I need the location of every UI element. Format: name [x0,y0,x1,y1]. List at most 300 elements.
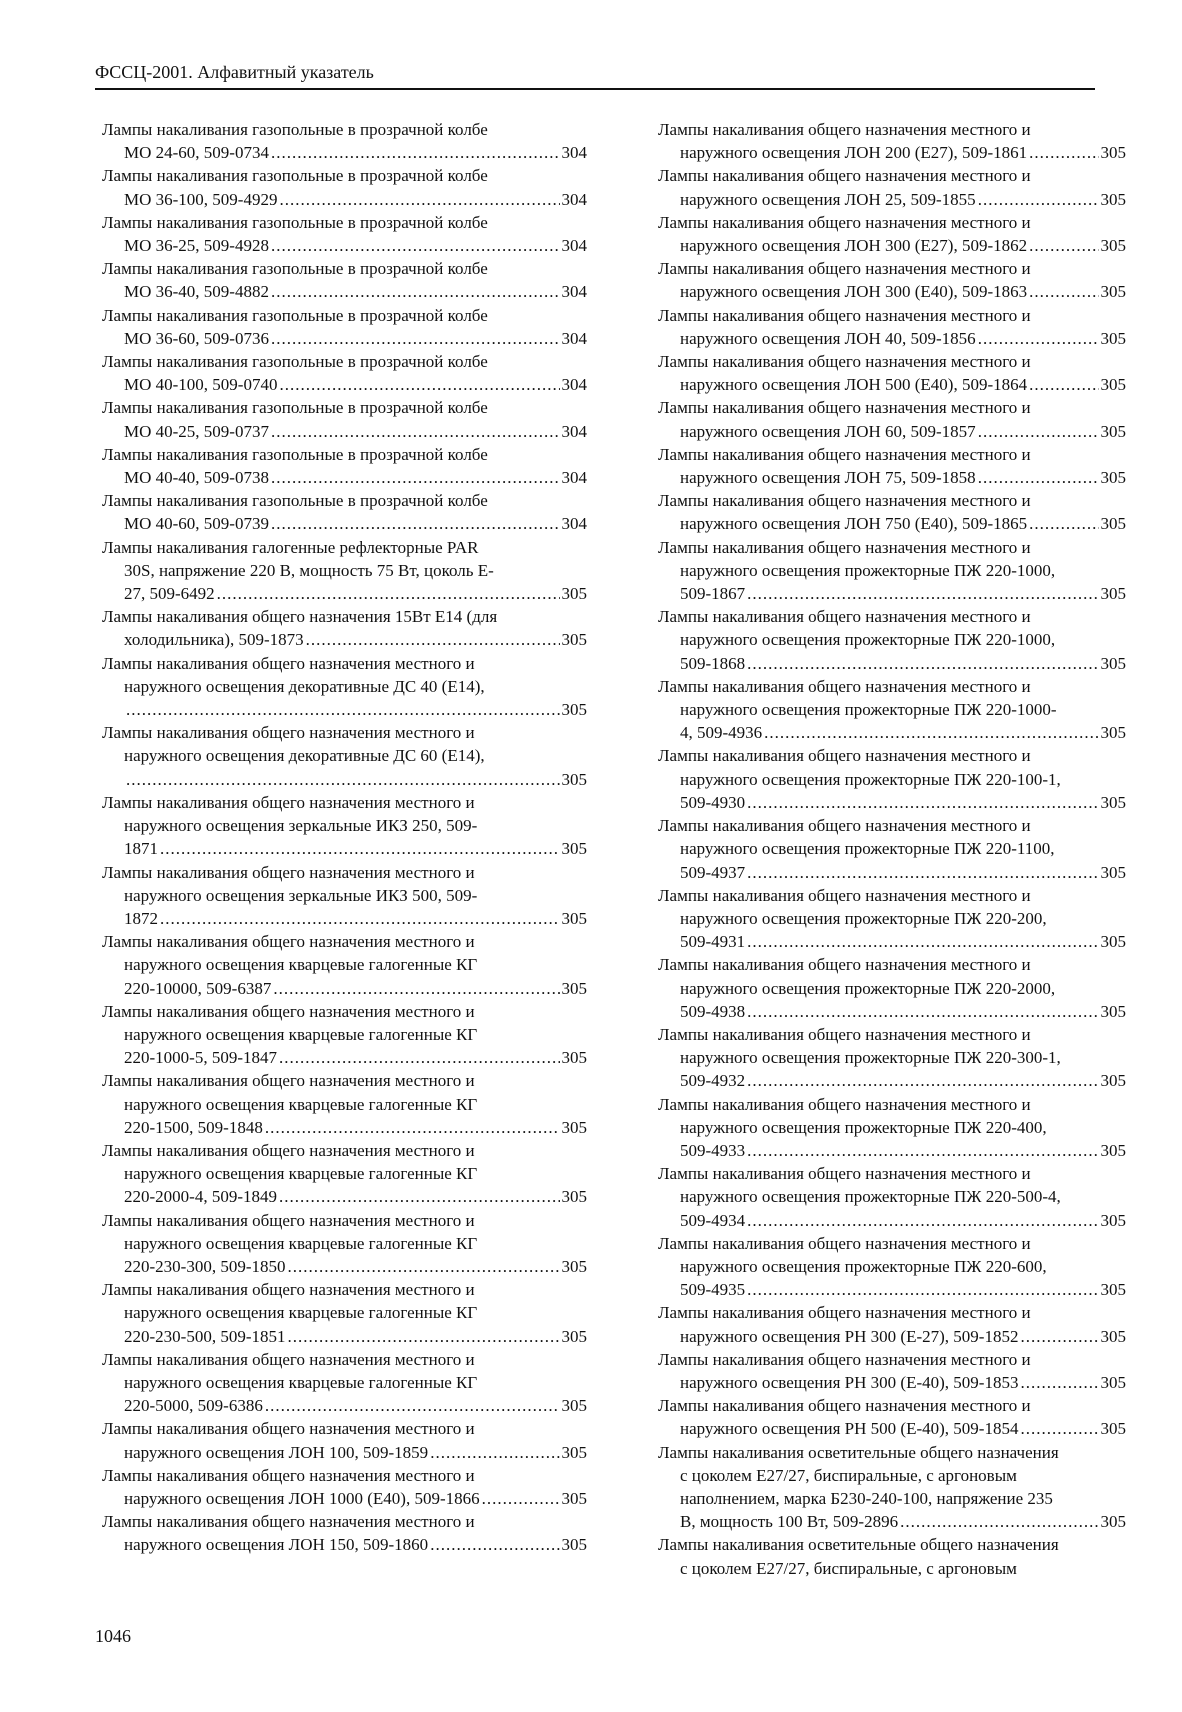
entry-page-ref: 305 [1100,1071,1126,1091]
entry-text-line: Лампы накаливания общего назначения местного и [658,1164,1031,1184]
entry-page-ref: 304 [561,375,587,395]
entry-page-ref: 305 [1100,584,1126,604]
entry-code: 509-4935 [680,1280,746,1300]
index-entry [658,536,1126,606]
entry-page-ref: 305 [561,1117,587,1137]
entry-code: наружного освещения ЛОН 40, 509-1856 [680,328,976,348]
index-entry [658,1533,1126,1579]
dot-leader [747,1069,1098,1092]
dot-leader [430,1441,559,1464]
entry-text-line: Лампы накаливания газопольные в прозрачной колбе [102,259,488,279]
index-entry [102,1000,587,1070]
entry-text-line: Лампы накаливания общего назначения местного и [102,1071,475,1091]
entry-page-ref: 305 [561,1326,587,1346]
entry-page-ref: 305 [561,769,587,789]
index-entry [102,1510,587,1556]
entry-page-ref: 305 [1100,1140,1126,1160]
entry-text-line: Лампы накаливания общего назначения местного и [102,653,475,673]
dot-leader [126,768,560,791]
dot-leader [978,466,1099,489]
entry-page-ref: 305 [1100,653,1126,673]
entry-text-line: Лампы накаливания общего назначения местного и [102,792,475,812]
index-entry [102,1278,587,1348]
entry-text-line: наружного освещения прожекторные ПЖ 220-2000, [680,978,1056,998]
entry-text-line: наружного освещения прожекторные ПЖ 220-1000, [680,560,1056,580]
entry-text-line: Лампы накаливания газопольные в прозрачной колбе [102,398,488,418]
entry-code: 1871 [124,839,158,859]
dot-leader [747,1000,1098,1023]
index-entry [658,1093,1126,1163]
entry-leader-line [658,1139,1126,1162]
entry-code: 27, 509-6492 [124,584,215,604]
entry-page-ref: 304 [561,189,587,209]
entry-text-line: Лампы накаливания общего назначения местного и [658,1094,1031,1114]
entry-leader-line [102,1394,587,1417]
dot-leader [978,188,1099,211]
entry-text-line: Лампы накаливания общего назначения местного и [102,862,475,882]
entry-leader-line [658,1000,1126,1023]
entry-text-line: Лампы накаливания общего назначения местного и [658,955,1031,975]
entry-leader-line [102,1487,587,1510]
entry-leader-line [658,1510,1126,1533]
entry-leader-line [102,466,587,489]
entry-leader-line [102,1116,587,1139]
entry-page-ref: 305 [1100,1001,1126,1021]
entry-page-ref: 304 [561,328,587,348]
entry-page-ref: 304 [561,143,587,163]
entry-code: наружного освещения ЛОН 60, 509-1857 [680,421,976,441]
entry-text-line: Лампы накаливания галогенные рефлекторные PAR [102,537,479,557]
entry-leader-line [658,1278,1126,1301]
entry-text-line: Лампы накаливания газопольные в прозрачной колбе [102,305,488,325]
index-entry [102,791,587,861]
entry-text-line: Лампы накаливания общего назначения местного и [658,816,1031,836]
entry-page-ref: 305 [1100,375,1126,395]
entry-page-ref: 305 [1100,143,1126,163]
entry-text-line: Лампы накаливания общего назначения местного и [102,1001,475,1021]
entry-code: 220-5000, 509-6386 [124,1396,263,1416]
index-entry [658,1348,1126,1394]
index-column-right [658,118,1126,1580]
entry-code: наружного освещения ЛОН 300 (Е40), 509-1863 [680,282,1028,302]
entry-text-line: Лампы накаливания общего назначения местного и [102,932,475,952]
entry-page-ref: 305 [1100,514,1126,534]
dot-leader [265,1394,560,1417]
index-entry [102,861,587,931]
entry-code: 1872 [124,908,158,928]
entry-text-line: наружного освещения прожекторные ПЖ 220-600, [680,1256,1047,1276]
entry-code: наружного освещения ЛОН 300 (Е27), 509-1862 [680,236,1028,256]
dot-leader [1029,234,1098,257]
entry-text-line: Лампы накаливания газопольные в прозрачной колбе [102,166,488,186]
index-entry [658,1441,1126,1534]
dot-leader [279,1185,560,1208]
entry-leader-line [658,1209,1126,1232]
entry-leader-line [102,512,587,535]
entry-leader-line [102,698,587,721]
entry-page-ref: 305 [1100,1280,1126,1300]
entry-leader-line [658,234,1126,257]
entry-page-ref: 305 [1100,932,1126,952]
entry-text-line: Лампы накаливания общего назначения местного и [658,1303,1031,1323]
dot-leader [1020,1371,1098,1394]
entry-leader-line [102,907,587,930]
entry-code: холодильника), 509-1873 [124,630,304,650]
dot-leader [1029,512,1098,535]
index-entry [658,605,1126,675]
entry-page-ref: 305 [1100,328,1126,348]
entry-page-ref: 305 [561,1488,587,1508]
entry-leader-line [102,327,587,350]
dot-leader [747,1139,1098,1162]
entry-code: наружного освещения РН 300 (Е-40), 509-1853 [680,1372,1019,1392]
entry-text-line: Лампы накаливания общего назначения местного и [658,444,1031,464]
entry-text-line: наполнением, марка Б230-240-100, напряжение 235 [680,1488,1053,1508]
entry-leader-line [658,188,1126,211]
entry-text-line: наружного освещения кварцевые галогенные КГ [124,1164,478,1184]
entry-leader-line [102,141,587,164]
index-entry [102,605,587,651]
dot-leader [271,512,560,535]
dot-leader [279,188,559,211]
index-entry [102,1417,587,1463]
entry-leader-line [658,930,1126,953]
entry-code: наружного освещения ЛОН 150, 509-1860 [124,1535,429,1555]
dot-leader [271,280,560,303]
index-entry [102,257,587,303]
entry-text-line: наружного освещения декоративные ДС 40 (Е14), [124,676,485,696]
entry-text-line: Лампы накаливания общего назначения местного и [102,1465,475,1485]
entry-text-line: наружного освещения кварцевые галогенные КГ [124,1094,478,1114]
entry-code: МО 36-100, 509-4929 [124,189,278,209]
entry-text-line: наружного освещения кварцевые галогенные КГ [124,1303,478,1323]
entry-leader-line [102,188,587,211]
entry-leader-line [658,1371,1126,1394]
entry-text-line: Лампы накаливания общего назначения местного и [658,491,1031,511]
entry-text-line: с цоколем Е27/27, биспиральные, с аргоновым [680,1558,1017,1578]
entry-code: 509-4933 [680,1140,746,1160]
entry-leader-line [658,721,1126,744]
entry-text-line: Лампы накаливания общего назначения местного и [658,607,1031,627]
index-entry [658,211,1126,257]
entry-text-line: наружного освещения кварцевые галогенные КГ [124,1372,478,1392]
entry-leader-line [102,234,587,257]
entry-text-line: 30S, напряжение 220 В, мощность 75 Вт, цоколь Е- [124,560,494,580]
entry-text-line: Лампы накаливания общего назначения местного и [102,1419,475,1439]
entry-text-line: наружного освещения прожекторные ПЖ 220-200, [680,908,1047,928]
page-number: 1046 [95,1626,131,1646]
index-entry [102,1348,587,1418]
entry-code: наружного освещения ЛОН 750 (Е40), 509-1865 [680,514,1028,534]
entry-text-line: Лампы накаливания общего назначения местного и [658,1233,1031,1253]
entry-text-line: Лампы накаливания осветительные общего назначения [658,1535,1059,1555]
index-entry [658,118,1126,164]
entry-text-line: Лампы накаливания общего назначения местного и [658,885,1031,905]
dot-leader [287,1325,559,1348]
entry-text-line: наружного освещения прожекторные ПЖ 220-1000- [680,700,1057,720]
entry-text-line: наружного освещения прожекторные ПЖ 220-500-4, [680,1187,1061,1207]
entry-leader-line [658,327,1126,350]
entry-page-ref: 304 [561,421,587,441]
index-entry [658,396,1126,442]
index-entry [658,1394,1126,1440]
entry-leader-line [102,1533,587,1556]
index-entry [102,536,587,606]
dot-leader [279,373,559,396]
entry-leader-line [658,420,1126,443]
entry-text-line: Лампы накаливания общего назначения местного и [658,212,1031,232]
entry-text-line: Лампы накаливания общего назначения местного и [658,537,1031,557]
index-entry [102,396,587,442]
entry-leader-line [658,280,1126,303]
dot-leader [430,1533,559,1556]
entry-code: 509-4937 [680,862,746,882]
entry-text-line: Лампы накаливания газопольные в прозрачной колбе [102,352,488,372]
dot-leader [747,861,1098,884]
entry-code: МО 40-40, 509-0738 [124,468,269,488]
index-entry [102,489,587,535]
entry-text-line: Лампы накаливания общего назначения местного и [658,746,1031,766]
entry-code: наружного освещения РН 500 (Е-40), 509-1854 [680,1419,1019,1439]
entry-leader-line [102,1255,587,1278]
entry-text-line: Лампы накаливания осветительные общего назначения [658,1442,1059,1462]
entry-code: 509-4934 [680,1210,746,1230]
entry-text-line: Лампы накаливания общего назначения местного и [102,1280,475,1300]
entry-leader-line [102,420,587,443]
entry-text-line: Лампы накаливания общего назначения местного и [102,1210,475,1230]
dot-leader [1020,1417,1098,1440]
entry-leader-line [658,373,1126,396]
index-entry [102,721,587,791]
entry-code: МО 24-60, 509-0734 [124,143,269,163]
entry-leader-line [102,1046,587,1069]
entry-page-ref: 305 [1100,1372,1126,1392]
dot-leader [271,234,560,257]
entry-text-line: наружного освещения прожекторные ПЖ 220-300-1, [680,1048,1061,1068]
entry-code: наружного освещения ЛОН 1000 (Е40), 509-1866 [124,1488,480,1508]
index-entry [658,953,1126,1023]
entry-text-line: Лампы накаливания общего назначения местного и [658,120,1031,139]
index-entry [658,1162,1126,1232]
index-entry [102,304,587,350]
dot-leader [160,907,560,930]
entry-text-line: Лампы накаливания газопольные в прозрачной колбе [102,212,488,232]
entry-page-ref: 305 [561,1256,587,1276]
index-entry [658,884,1126,954]
entry-text-line: Лампы накаливания общего назначения местного и [658,259,1031,279]
entry-text-line: Лампы накаливания общего назначения местного и [658,398,1031,418]
running-header [95,60,1095,90]
entry-leader-line [658,466,1126,489]
entry-page-ref: 304 [561,514,587,534]
dot-leader [271,141,560,164]
dot-leader [271,327,560,350]
entry-text-line: Лампы накаливания общего назначения местного и [658,352,1031,372]
entry-leader-line [658,861,1126,884]
entry-leader-line [658,1417,1126,1440]
entry-text-line: Лампы накаливания газопольные в прозрачной колбе [102,491,488,511]
entry-text-line: Лампы накаливания общего назначения местного и [102,1349,475,1369]
entry-code: наружного освещения ЛОН 100, 509-1859 [124,1442,429,1462]
entry-text-line: Лампы накаливания общего назначения местного и [658,1349,1031,1369]
dot-leader [126,698,560,721]
entry-text-line: наружного освещения кварцевые галогенные КГ [124,1024,478,1044]
entry-page-ref: 305 [1100,421,1126,441]
index-entry [658,164,1126,210]
dot-leader [747,1278,1098,1301]
index-entry [658,257,1126,303]
entry-code: 220-1500, 509-1848 [124,1117,263,1137]
entry-code: 220-1000-5, 509-1847 [124,1048,277,1068]
dot-leader [978,327,1099,350]
entry-code: наружного освещения ЛОН 25, 509-1855 [680,189,976,209]
index-entry [102,930,587,1000]
entry-code: 509-4930 [680,792,746,812]
entry-text-line: наружного освещения прожекторные ПЖ 220-400, [680,1117,1047,1137]
entry-leader-line [658,512,1126,535]
entry-text-line: Лампы накаливания общего назначения местного и [658,305,1031,325]
entry-code: наружного освещения ЛОН 200 (Е27), 509-1861 [680,143,1028,163]
entry-text-line: Лампы накаливания общего назначения местного и [102,1512,475,1532]
entry-page-ref: 305 [561,630,587,650]
index-entry [658,744,1126,814]
dot-leader [306,628,560,651]
entry-page-ref: 305 [561,700,587,720]
entry-leader-line [102,1441,587,1464]
index-entry [658,1232,1126,1302]
entry-code: наружного освещения ЛОН 500 (Е40), 509-1864 [680,375,1028,395]
entry-leader-line [658,652,1126,675]
entry-code: 509-1868 [680,653,746,673]
entry-text-line: наружного освещения прожекторные ПЖ 220-1100, [680,839,1055,859]
entry-page-ref: 305 [561,1187,587,1207]
index-entry [102,1139,587,1209]
dot-leader [271,466,560,489]
index-entry [658,1301,1126,1347]
entry-page-ref: 305 [561,1048,587,1068]
index-entry [658,489,1126,535]
dot-leader [271,420,560,443]
entry-code: наружного освещения ЛОН 75, 509-1858 [680,468,976,488]
entry-page-ref: 305 [1100,1419,1126,1439]
index-entry [658,814,1126,884]
header-title: ФССЦ-2001. Алфавитный указатель [95,62,374,82]
entry-leader-line [658,1069,1126,1092]
dot-leader [482,1487,560,1510]
entry-leader-line [102,373,587,396]
entry-text-line: наружного освещения кварцевые галогенные КГ [124,1233,478,1253]
dot-leader [978,420,1099,443]
entry-text-line: Лампы накаливания общего назначения местного и [658,1396,1031,1416]
entry-text-line: Лампы накаливания общего назначения 15Вт Е14 (для [102,607,498,627]
dot-leader [747,1209,1098,1232]
entry-page-ref: 304 [561,236,587,256]
entry-leader-line [102,1325,587,1348]
dot-leader [747,791,1098,814]
dot-leader [1029,373,1098,396]
entry-leader-line [102,1185,587,1208]
dot-leader [747,582,1098,605]
entry-page-ref: 305 [1100,792,1126,812]
entry-code: МО 36-60, 509-0736 [124,328,269,348]
dot-leader [265,1116,560,1139]
entry-leader-line [102,977,587,1000]
entry-text-line: наружного освещения прожекторные ПЖ 220-100-1, [680,769,1061,789]
dot-leader [1029,280,1098,303]
entry-page-ref: 305 [561,908,587,928]
entry-text-line: с цоколем Е27/27, биспиральные, с аргоновым [680,1465,1017,1485]
entry-leader-line [658,1325,1126,1348]
index-entry [102,1464,587,1510]
entry-leader-line [102,768,587,791]
entry-text-line: наружного освещения зеркальные ИКЗ 250, 509- [124,816,478,836]
entry-page-ref: 305 [561,1396,587,1416]
entry-text-line: наружного освещения декоративные ДС 60 (Е14), [124,746,485,766]
index-entry [102,164,587,210]
entry-code: 509-4932 [680,1071,746,1091]
entry-text-line: наружного освещения кварцевые галогенные КГ [124,955,478,975]
entry-code: наружного освещения РН 300 (Е-27), 509-1852 [680,1326,1019,1346]
dot-leader [747,652,1098,675]
entry-code: 509-1867 [680,584,746,604]
entry-text-line: наружного освещения прожекторные ПЖ 220-1000, [680,630,1056,650]
dot-leader [1029,141,1098,164]
entry-leader-line [102,628,587,651]
entry-page-ref: 305 [1100,1210,1126,1230]
entry-code: 509-4931 [680,932,746,952]
entry-text-line: Лампы накаливания общего назначения местного и [102,1140,475,1160]
index-entry [102,350,587,396]
entry-page-ref: 305 [1100,1512,1126,1532]
entry-code: 220-230-500, 509-1851 [124,1326,286,1346]
entry-page-ref: 305 [1100,189,1126,209]
index-entry [102,652,587,722]
entry-text-line: Лампы накаливания газопольные в прозрачной колбе [102,120,488,139]
entry-code: 509-4938 [680,1001,746,1021]
entry-text-line: Лампы накаливания общего назначения местного и [102,723,475,743]
entry-page-ref: 304 [561,468,587,488]
dot-leader [160,837,560,860]
entry-code: МО 40-25, 509-0737 [124,421,269,441]
dot-leader [217,582,560,605]
entry-code: В, мощность 100 Вт, 509-2896 [680,1512,899,1532]
entry-page-ref: 305 [561,1535,587,1555]
entry-leader-line [658,582,1126,605]
index-entry [658,350,1126,396]
index-entry [102,1209,587,1279]
index-entry [658,675,1126,745]
entry-code: 220-230-300, 509-1850 [124,1256,286,1276]
entry-page-ref: 305 [561,839,587,859]
entry-page-ref: 305 [1100,282,1126,302]
entry-leader-line [658,791,1126,814]
entry-page-ref: 305 [1100,862,1126,882]
dot-leader [287,1255,559,1278]
entry-page-ref: 305 [561,978,587,998]
entry-code: 220-2000-4, 509-1849 [124,1187,277,1207]
entry-page-ref: 305 [561,584,587,604]
entry-code: МО 36-25, 509-4928 [124,236,269,256]
entry-page-ref: 305 [1100,1326,1126,1346]
entry-leader-line [658,141,1126,164]
entry-code: МО 36-40, 509-4882 [124,282,269,302]
entry-text-line: Лампы накаливания газопольные в прозрачной колбе [102,444,488,464]
entry-page-ref: 304 [561,282,587,302]
index-column-left [102,118,587,1557]
index-entry [658,304,1126,350]
dot-leader [764,721,1098,744]
entry-text-line: Лампы накаливания общего назначения местного и [658,676,1031,696]
